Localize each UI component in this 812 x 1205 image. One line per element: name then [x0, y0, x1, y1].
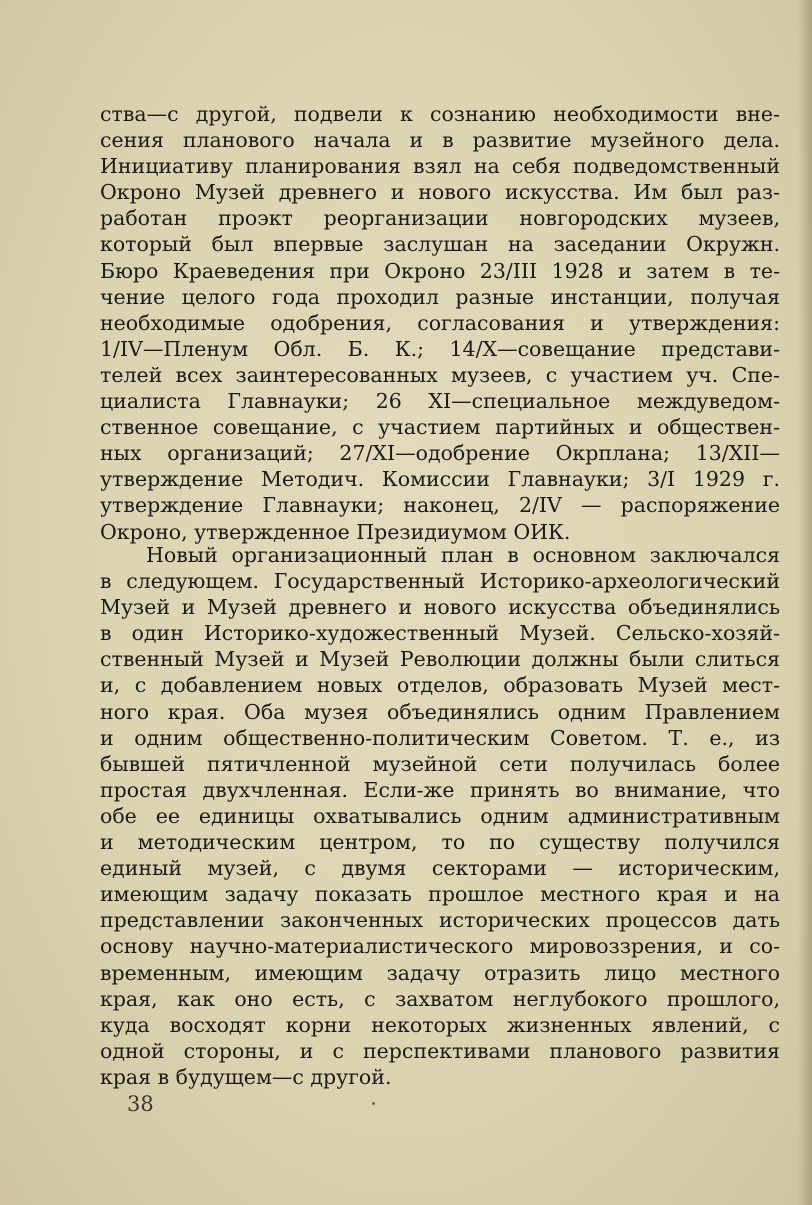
text-line: Бюро Краеведения при Окроно 23/III 1928 и затем в те-	[100, 258, 780, 283]
text-line: ных организаций; 27/XI—одобрение Окрплана; 13/XII—	[100, 441, 780, 466]
paragraph-1	[100, 101, 780, 545]
text-line: и одним общественно-политическим Советом. Т. е., из	[100, 725, 780, 750]
text-line: имеющим задачу показать прошлое местного края и на	[100, 882, 780, 907]
paragraph-2	[100, 542, 780, 1090]
text-line: края в будущем—с другой.	[100, 1064, 392, 1089]
text-line: который был впервые заслушан на заседании Окружн.	[100, 232, 780, 257]
text-line: куда восходят корни некоторых жизненных явлений, с	[100, 1012, 780, 1037]
text-line: в следующем. Государственный Историко-археологический	[100, 569, 780, 594]
text-line: в один Историко-художественный Музей. Сельско-хозяй-	[100, 621, 780, 646]
text-line: Музей и Музей древнего и нового искусства объединялись	[100, 595, 780, 620]
text-line: Окроно Музей древнего и нового искусства. Им был раз-	[100, 180, 780, 205]
text-line: циалиста Главнауки; 26 XI—специальное междуведом-	[100, 389, 780, 414]
text-line: утверждение Методич. Комиссии Главнауки; 3/I 1929 г.	[100, 467, 780, 492]
text-line: временным, имеющим задачу отразить лицо местного	[100, 960, 780, 985]
paper-speck	[372, 1102, 375, 1105]
text-line: сения планового начала и в развитие музейного дела.	[100, 128, 780, 153]
text-line: и методическим центром, то по существу получился	[100, 830, 780, 855]
text-line: Новый организационный план в основном заключался	[146, 543, 780, 567]
text-line: бывшей пятичленной музейной сети получилась более	[100, 751, 780, 776]
text-line: Окроно, утвержденное Президиумом ОИК.	[100, 519, 571, 544]
text-line: работан проэкт реорганизации новгородских музеев,	[100, 206, 780, 231]
text-line: края, как оно есть, с захватом неглубокого прошлого,	[100, 986, 780, 1011]
text-line: обе ее единицы охватывались одним административным	[100, 803, 780, 828]
text-line: чение целого года проходил разные инстанции, получая	[100, 284, 780, 309]
text-line: ного края. Оба музея объединялись одним Правлением	[100, 699, 780, 724]
page-number: 38	[127, 1092, 154, 1116]
text-line: простая двухчленная. Если-же принять во внимание, что	[100, 777, 780, 802]
text-line: и, с добавлением новых отделов, образовать Музей мест-	[100, 673, 780, 698]
text-line: 1/IV—Пленум Обл. Б. К.; 14/X—совещание представи-	[100, 336, 780, 361]
text-line: ства—с другой, подвели к сознанию необходимости вне-	[100, 102, 780, 126]
text-line: ственный Музей и Музей Революции должны были слиться	[100, 647, 780, 672]
text-line: основу научно-материалистического мировоззрения, и со-	[100, 934, 780, 959]
text-line: необходимые одобрения, согласования и утверждения:	[100, 310, 780, 335]
text-line: телей всех заинтересованных музеев, с участием уч. Спе-	[100, 362, 780, 387]
text-line: представлении законченных исторических процессов дать	[100, 908, 780, 933]
text-line: утверждение Главнауки; наконец, 2/IV — распоряжение	[100, 493, 780, 518]
text-line: ственное совещание, с участием партийных и обществен-	[100, 415, 780, 440]
text-line: одной стороны, и с перспективами планового развития	[100, 1038, 780, 1063]
text-line: Инициативу планирования взял на себя подведомственный	[100, 154, 780, 179]
page-edge-shadow	[798, 0, 812, 1205]
text-line: единый музей, с двумя секторами — историческим,	[100, 856, 780, 881]
